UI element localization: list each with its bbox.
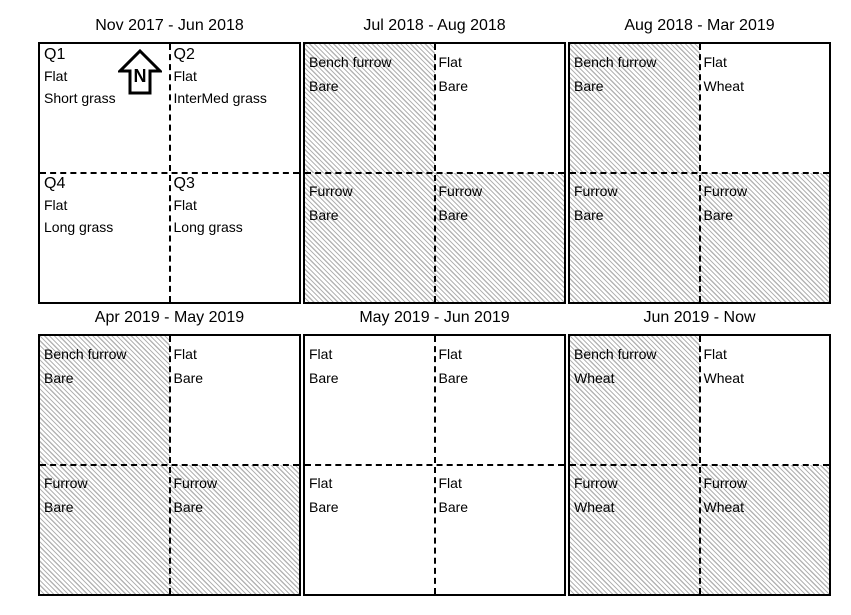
landform-label: Flat [438, 475, 462, 491]
quadrant-q2 [700, 336, 830, 465]
quadrant-label: Q2 [173, 46, 195, 63]
landform-label: Flat [703, 54, 727, 70]
landform-label: Furrow [574, 183, 618, 199]
landform-label: Flat [173, 346, 197, 362]
vertical-divider [169, 44, 171, 302]
quadrant-text [309, 50, 391, 98]
quadrant-text [439, 342, 469, 390]
quadrant-text [44, 471, 88, 519]
cover-label: Bare [574, 78, 604, 94]
landform-label: Bench furrow [574, 346, 657, 362]
quadrant-text [309, 179, 353, 227]
cover-label: Long grass [173, 219, 243, 235]
cover-label: Bare [309, 499, 339, 515]
cover-label: Wheat [703, 78, 744, 94]
vertical-divider [434, 44, 436, 302]
cover-label: Bare [309, 370, 339, 386]
cover-label: Bare [438, 370, 469, 386]
quadrant-q3 [170, 465, 300, 594]
cover-label: Wheat [574, 370, 615, 386]
landform-label: Furrow [703, 475, 748, 491]
quadrant-text [439, 179, 483, 227]
landform-label: Flat [703, 346, 727, 362]
quadrant-text [174, 471, 218, 519]
quadrant-q2 [170, 44, 300, 173]
quadrant-label: Q1 [44, 46, 66, 63]
quadrant-q1 [305, 44, 435, 173]
landform-label: Furrow [173, 475, 218, 491]
quadrant-text [174, 45, 267, 109]
cover-label: Bare [44, 370, 74, 386]
quadrant-text [704, 471, 748, 519]
quadrant-q3 [700, 173, 830, 302]
quadrant-q4 [40, 465, 170, 594]
plot-box [303, 42, 566, 304]
quadrant-text [44, 45, 116, 109]
plot-box [568, 334, 831, 596]
vertical-divider [169, 336, 171, 594]
landform-label: Flat [173, 68, 197, 84]
vertical-divider [434, 336, 436, 594]
quadrant-q1 [40, 336, 170, 465]
quadrant-q2 [435, 44, 565, 173]
landform-label: Bench furrow [309, 54, 392, 70]
landform-label: Furrow [438, 183, 483, 199]
panel-title: Nov 2017 - Jun 2018 [95, 17, 244, 34]
landform-label: Flat [44, 68, 68, 84]
quadrant-q4 [305, 465, 435, 594]
quadrant-q2 [700, 44, 830, 173]
quadrant-text [44, 174, 113, 238]
cover-label: Bare [438, 499, 469, 515]
cover-label: Bare [173, 499, 204, 515]
quadrant-q4 [40, 173, 170, 302]
cover-label: Bare [44, 499, 74, 515]
cover-label: Short grass [44, 90, 116, 106]
landform-label: Furrow [703, 183, 748, 199]
landform-label: Bench furrow [44, 346, 127, 362]
quadrant-text [574, 179, 618, 227]
quadrant-q4 [570, 465, 700, 594]
quadrant-q1 [570, 44, 700, 173]
quadrant-q4 [570, 173, 700, 302]
quadrant-q3 [435, 465, 565, 594]
quadrant-text [439, 471, 469, 519]
north-label: N [133, 66, 147, 86]
panel-title: Apr 2019 - May 2019 [94, 309, 245, 326]
landform-label: Flat [309, 346, 333, 362]
quadrant-q2 [435, 336, 565, 465]
landform-label: Flat [44, 197, 68, 213]
cover-label: Bare [574, 207, 604, 223]
quadrant-text [704, 179, 748, 227]
landform-label: Furrow [574, 475, 618, 491]
panel-title: Jul 2018 - Aug 2018 [363, 17, 506, 34]
quadrant-q3 [170, 173, 300, 302]
panel-title: Aug 2018 - Mar 2019 [624, 17, 775, 34]
plot-box [38, 334, 301, 596]
quadrant-q3 [435, 173, 565, 302]
cover-label: Wheat [703, 370, 744, 386]
quadrant-q2 [170, 336, 300, 465]
landform-label: Flat [438, 346, 462, 362]
cover-label: InterMed grass [173, 90, 267, 106]
cover-label: Wheat [703, 499, 744, 515]
landform-label: Furrow [309, 183, 353, 199]
quadrant-q3 [700, 465, 830, 594]
landform-label: Furrow [44, 475, 88, 491]
north-arrow-icon [118, 49, 162, 95]
cover-label: Bare [309, 207, 339, 223]
cover-label: Bare [703, 207, 734, 223]
landform-label: Flat [173, 197, 197, 213]
cover-label: Long grass [44, 219, 114, 235]
cover-label: Bare [173, 370, 204, 386]
quadrant-text [44, 342, 126, 390]
quadrant-text [174, 342, 204, 390]
quadrant-text [704, 342, 744, 390]
plot-box [38, 42, 301, 304]
vertical-divider [699, 44, 701, 302]
panel-title: May 2019 - Jun 2019 [359, 309, 510, 326]
quadrant-text [574, 471, 618, 519]
landform-label: Flat [309, 475, 333, 491]
quadrant-label: Q3 [173, 175, 195, 192]
quadrant-text [704, 50, 744, 98]
quadrant-label: Q4 [44, 175, 66, 192]
quadrant-q1 [570, 336, 700, 465]
cover-label: Bare [309, 78, 339, 94]
cover-label: Bare [438, 78, 469, 94]
landform-label: Bench furrow [574, 54, 657, 70]
quadrant-q4 [305, 173, 435, 302]
landform-label: Flat [438, 54, 462, 70]
plot-box [303, 334, 566, 596]
quadrant-text [174, 174, 243, 238]
quadrant-text [309, 471, 339, 519]
quadrant-text [574, 50, 656, 98]
quadrant-text [309, 342, 339, 390]
quadrant-text [574, 342, 656, 390]
vertical-divider [699, 336, 701, 594]
quadrant-text [439, 50, 469, 98]
panel-title: Jun 2019 - Now [643, 309, 756, 326]
cover-label: Wheat [574, 499, 615, 515]
cover-label: Bare [438, 207, 469, 223]
quadrant-q1 [305, 336, 435, 465]
plot-box [568, 42, 831, 304]
